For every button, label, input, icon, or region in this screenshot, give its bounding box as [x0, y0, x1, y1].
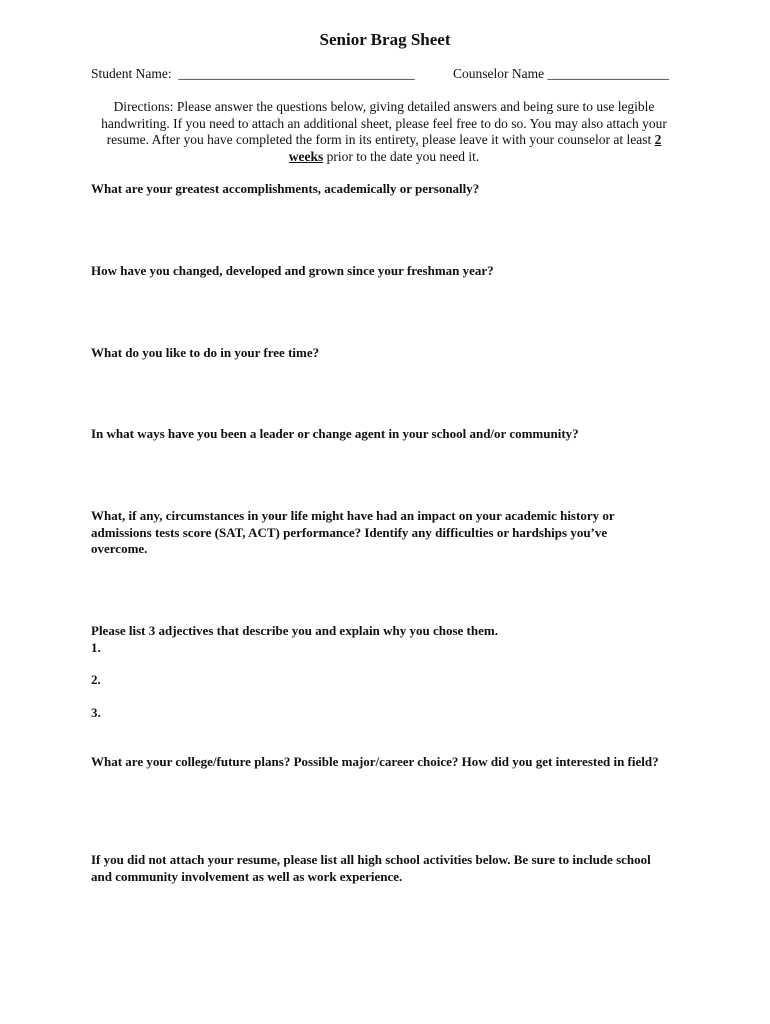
page-title: Senior Brag Sheet: [319, 30, 451, 49]
question-free-time: What do you like to do in your free time?: [91, 345, 320, 360]
adjective-number-2: 2.: [91, 672, 101, 687]
question-accomplishments: What are your greatest accomplishments, academically or personally?: [91, 181, 480, 196]
directions-emphasis: 2 weeks: [288, 132, 662, 164]
counselor-name-field: [453, 66, 669, 82]
adjective-number-1: 1.: [91, 640, 101, 655]
directions-body: Directions: Please answer the questions below, giving detailed answers and being sure to use legible handwriting. If you need to attach an additional sheet, please feel free to do so. You may also attach your resume. After you have completed the form in its entirety, please leave it with your counselor at least: [101, 99, 667, 147]
question-college-plans: What are your college/future plans? Possible major/career choice? How did you get interested in field?: [91, 754, 659, 769]
question-activities: If you did not attach your resume, please list all high school activities below. Be sure to include school and community involvement as well as work experience.: [91, 852, 651, 884]
question-leadership: In what ways have you been a leader or change agent in your school and/or community?: [91, 426, 579, 441]
adjective-number-3: 3.: [91, 705, 101, 720]
student-name-field: [91, 66, 415, 82]
directions-text: [88, 99, 680, 165]
counselor-name-label: Counselor Name: [453, 66, 545, 81]
question-circumstances: What, if any, circumstances in your life might have had an impact on your academic history or admissions tests score (SAT, ACT) performance? Identify any difficulties or hardships you’ve overcome.: [91, 508, 615, 556]
question-growth: How have you changed, developed and grown since your freshman year?: [91, 263, 494, 278]
counselor-name-line: __________________: [547, 66, 669, 81]
directions-tail: prior to the date you need it.: [323, 148, 480, 164]
question-adjectives: Please list 3 adjectives that describe you and explain why you chose them.: [91, 623, 498, 638]
student-name-line: ___________________________________: [178, 66, 415, 81]
student-name-label: Student Name:: [91, 66, 172, 81]
